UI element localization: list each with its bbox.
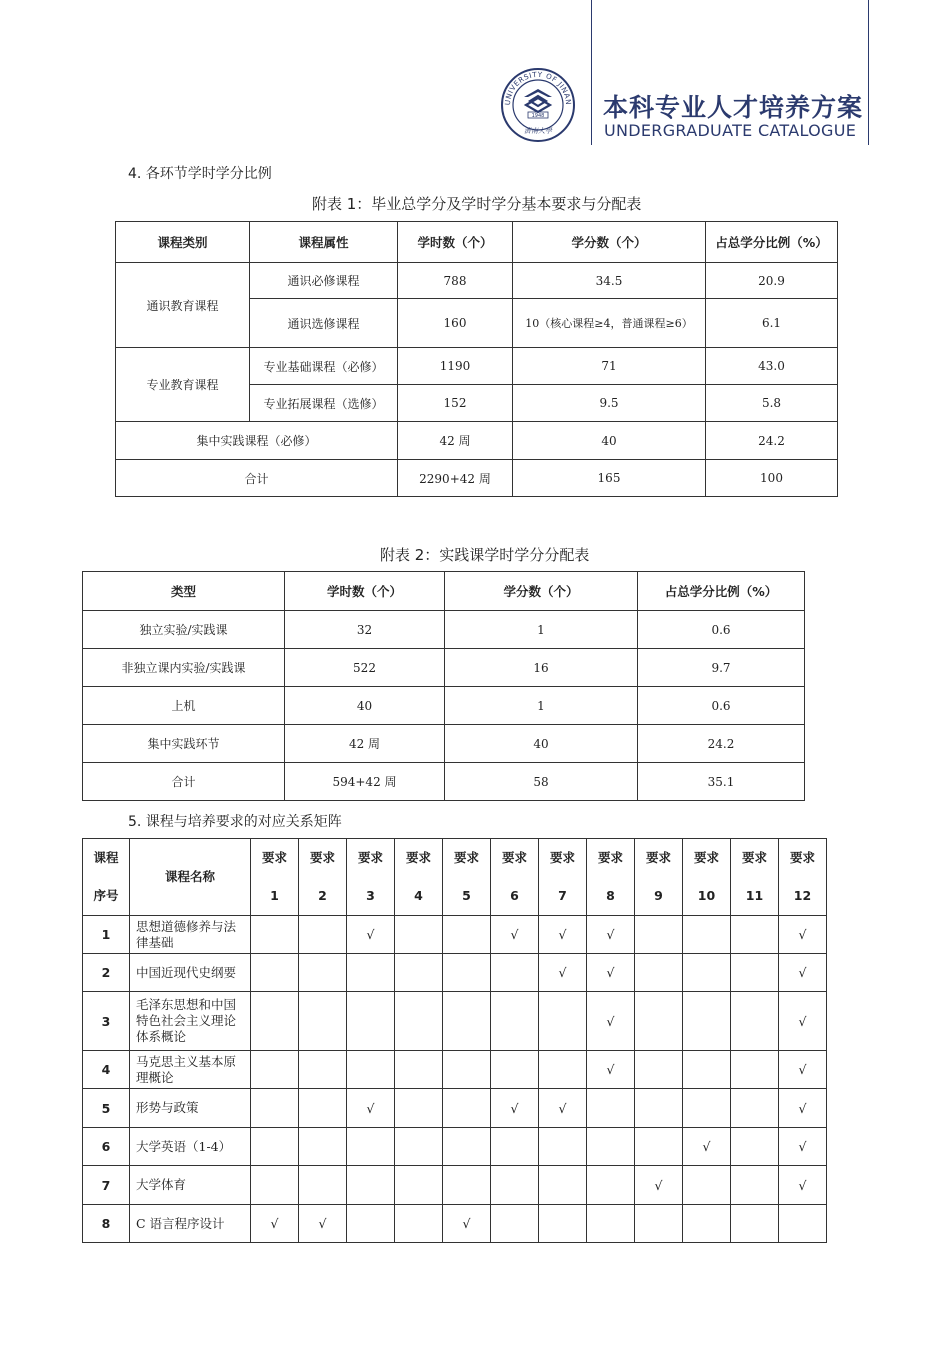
t1-hours: 1190 xyxy=(398,348,513,385)
t3-req-cell-2 xyxy=(299,916,347,954)
t1-hours: 788 xyxy=(398,263,513,299)
t3-req-cell-7: √ xyxy=(539,1089,587,1128)
t2-credits: 40 xyxy=(445,725,638,763)
t3-req-cell-6 xyxy=(491,992,539,1051)
t3-row xyxy=(83,954,827,992)
t3-req-cell-7 xyxy=(539,1166,587,1205)
t3-req-cell-12: √ xyxy=(779,954,827,992)
t2-row xyxy=(83,725,805,763)
t3-row xyxy=(83,1089,827,1128)
t3-req-cell-3 xyxy=(347,1205,395,1243)
t3-req-cell-3: √ xyxy=(347,916,395,954)
t3-seq: 6 xyxy=(83,1128,130,1166)
catalogue-title-cn: 本科专业人才培养方案 xyxy=(603,93,864,122)
t2-hours: 594+42 周 xyxy=(285,763,445,801)
t3-req-cell-10 xyxy=(683,1051,731,1089)
t3-req-cell-9 xyxy=(635,1051,683,1089)
t3-req-cell-7 xyxy=(539,1205,587,1243)
t3-req-cell-6 xyxy=(491,1051,539,1089)
t3-header-req-8: 要求 8 xyxy=(587,839,635,916)
t3-req-cell-8: √ xyxy=(587,1051,635,1089)
t1-attr: 通识必修课程 xyxy=(250,263,398,299)
t3-header-req-3: 要求 3 xyxy=(347,839,395,916)
t2-type: 上机 xyxy=(83,687,285,725)
t3-header-req-9: 要求 9 xyxy=(635,839,683,916)
t1-header-ratio: 占总学分比例（%） xyxy=(706,222,838,263)
t3-req-cell-4 xyxy=(395,954,443,992)
t1-practice-label: 集中实践课程（必修） xyxy=(116,422,398,460)
t3-req-cell-10 xyxy=(683,1205,731,1243)
t1-header-category: 课程类别 xyxy=(116,222,250,263)
t1-practice-ratio: 24.2 xyxy=(706,422,838,460)
t3-course-name: C 语言程序设计 xyxy=(130,1205,251,1243)
t3-req-cell-4 xyxy=(395,916,443,954)
t2-ratio: 35.1 xyxy=(638,763,805,801)
t1-category-major: 专业教育课程 xyxy=(116,348,250,422)
t3-req-cell-2 xyxy=(299,1051,347,1089)
header-divider-right xyxy=(868,0,869,145)
t2-body xyxy=(83,611,805,801)
t3-req-cell-3 xyxy=(347,1128,395,1166)
t3-req-cell-9 xyxy=(635,1089,683,1128)
t3-header-req-1: 要求 1 xyxy=(251,839,299,916)
t3-req-cell-11 xyxy=(731,954,779,992)
t3-req-cell-5 xyxy=(443,1051,491,1089)
t2-hours: 42 周 xyxy=(285,725,445,763)
t1-hours: 152 xyxy=(398,385,513,422)
t2-ratio: 0.6 xyxy=(638,611,805,649)
t3-req-cell-8: √ xyxy=(587,916,635,954)
t1-ratio: 20.9 xyxy=(706,263,838,299)
t3-req-cell-8: √ xyxy=(587,992,635,1051)
t3-req-cell-5 xyxy=(443,1128,491,1166)
t1-attr: 专业拓展课程（选修） xyxy=(250,385,398,422)
t3-req-cell-7: √ xyxy=(539,916,587,954)
t3-header-req-2: 要求 2 xyxy=(299,839,347,916)
t3-req-cell-10 xyxy=(683,1166,731,1205)
t3-req-cell-6 xyxy=(491,1128,539,1166)
t3-req-cell-8 xyxy=(587,1128,635,1166)
t3-req-cell-8 xyxy=(587,1089,635,1128)
t3-req-cell-2: √ xyxy=(299,1205,347,1243)
t2-row xyxy=(83,763,805,801)
catalogue-title-en: UNDERGRADUATE CATALOGUE xyxy=(604,121,857,140)
t2-ratio: 0.6 xyxy=(638,687,805,725)
t3-req-cell-6 xyxy=(491,1166,539,1205)
t2-hours: 32 xyxy=(285,611,445,649)
t3-req-cell-1 xyxy=(251,916,299,954)
t3-header-req-5: 要求 5 xyxy=(443,839,491,916)
t3-req-cell-2 xyxy=(299,1166,347,1205)
t1-header-attr: 课程属性 xyxy=(250,222,398,263)
t3-req-cell-12: √ xyxy=(779,1051,827,1089)
t3-req-cell-4 xyxy=(395,992,443,1051)
svg-text:UNIVERSITY OF JINAN: UNIVERSITY OF JINAN xyxy=(502,69,574,106)
t1-total-credits: 165 xyxy=(513,460,706,497)
t3-req-cell-1 xyxy=(251,1166,299,1205)
t3-req-cell-4 xyxy=(395,1089,443,1128)
t3-req-cell-1 xyxy=(251,992,299,1051)
t3-seq: 2 xyxy=(83,954,130,992)
t3-course-name: 马克思主义基本原理概论 xyxy=(130,1051,251,1089)
t3-course-name: 毛泽东思想和中国特色社会主义理论体系概论 xyxy=(130,992,251,1051)
t3-req-cell-3 xyxy=(347,1051,395,1089)
svg-text:濟南大學: 濟南大學 xyxy=(524,127,552,135)
t3-row xyxy=(83,1128,827,1166)
t3-course-name: 大学英语（1-4） xyxy=(130,1128,251,1166)
t3-req-cell-12: √ xyxy=(779,992,827,1051)
t2-type: 非独立课内实验/实践课 xyxy=(83,649,285,687)
t3-req-cell-11 xyxy=(731,916,779,954)
t3-row xyxy=(83,1051,827,1089)
t1-header-hours: 学时数（个） xyxy=(398,222,513,263)
t1-ratio: 43.0 xyxy=(706,348,838,385)
t3-req-cell-1: √ xyxy=(251,1205,299,1243)
t3-req-cell-12: √ xyxy=(779,1166,827,1205)
t3-req-cell-3 xyxy=(347,954,395,992)
t3-req-cell-3 xyxy=(347,992,395,1051)
t3-header-req-6: 要求 6 xyxy=(491,839,539,916)
t3-seq: 3 xyxy=(83,992,130,1051)
t3-req-cell-2 xyxy=(299,1128,347,1166)
t1-credits: 9.5 xyxy=(513,385,706,422)
t3-req-cell-6 xyxy=(491,1205,539,1243)
t3-seq: 1 xyxy=(83,916,130,954)
t3-req-cell-10 xyxy=(683,954,731,992)
t1-category-general: 通识教育课程 xyxy=(116,263,250,348)
t3-seq: 8 xyxy=(83,1205,130,1243)
t3-req-cell-8 xyxy=(587,1205,635,1243)
t3-req-cell-10 xyxy=(683,1089,731,1128)
t2-hours: 40 xyxy=(285,687,445,725)
t1-credits: 71 xyxy=(513,348,706,385)
t2-credits: 1 xyxy=(445,687,638,725)
t2-header-ratio: 占总学分比例（%） xyxy=(638,572,805,611)
svg-text:1948: 1948 xyxy=(531,113,545,119)
t3-req-cell-6: √ xyxy=(491,1089,539,1128)
t3-header-req-11: 要求 11 xyxy=(731,839,779,916)
t3-req-cell-7 xyxy=(539,1128,587,1166)
t3-req-cell-12: √ xyxy=(779,916,827,954)
t1-practice-credits: 40 xyxy=(513,422,706,460)
table2-caption: 附表 2：实践课学时学分分配表 xyxy=(380,546,590,564)
t3-req-cell-4 xyxy=(395,1166,443,1205)
t3-req-cell-9 xyxy=(635,1205,683,1243)
t2-ratio: 9.7 xyxy=(638,649,805,687)
t3-header-seq: 课程 序号 xyxy=(83,839,130,916)
t2-row xyxy=(83,649,805,687)
t3-req-cell-6 xyxy=(491,954,539,992)
t3-seq: 4 xyxy=(83,1051,130,1089)
t1-ratio: 5.8 xyxy=(706,385,838,422)
t3-req-cell-2 xyxy=(299,954,347,992)
t3-req-cell-12: √ xyxy=(779,1128,827,1166)
t1-practice-hours: 42 周 xyxy=(398,422,513,460)
t2-row xyxy=(83,687,805,725)
t2-header-credits: 学分数（个） xyxy=(445,572,638,611)
t2-header-type: 类型 xyxy=(83,572,285,611)
t1-credits: 10（核心课程≥4，普通课程≥6） xyxy=(513,299,706,348)
t3-req-cell-9 xyxy=(635,992,683,1051)
t3-req-cell-2 xyxy=(299,1089,347,1128)
t2-type: 独立实验/实践课 xyxy=(83,611,285,649)
t2-credits: 16 xyxy=(445,649,638,687)
t3-req-cell-10: √ xyxy=(683,1128,731,1166)
t3-req-cell-7 xyxy=(539,1051,587,1089)
section5-heading: 5. 课程与培养要求的对应关系矩阵 xyxy=(128,814,342,830)
t3-course-name: 大学体育 xyxy=(130,1166,251,1205)
t3-row xyxy=(83,916,827,954)
t2-type: 集中实践环节 xyxy=(83,725,285,763)
t3-course-name: 形势与政策 xyxy=(130,1089,251,1128)
t3-req-cell-12 xyxy=(779,1205,827,1243)
t3-header-req-10: 要求 10 xyxy=(683,839,731,916)
t2-credits: 58 xyxy=(445,763,638,801)
header-divider-left xyxy=(591,0,592,145)
t3-req-cell-9 xyxy=(635,916,683,954)
t3-req-cell-2 xyxy=(299,992,347,1051)
t3-req-cell-9: √ xyxy=(635,1166,683,1205)
t3-seq: 5 xyxy=(83,1089,130,1128)
t3-req-cell-1 xyxy=(251,1051,299,1089)
t1-credits: 34.5 xyxy=(513,263,706,299)
t3-req-cell-10 xyxy=(683,992,731,1051)
t3-req-cell-11 xyxy=(731,1166,779,1205)
t3-req-cell-11 xyxy=(731,1089,779,1128)
t3-header-req-12: 要求 12 xyxy=(779,839,827,916)
t3-req-cell-7: √ xyxy=(539,954,587,992)
t1-attr: 通识选修课程 xyxy=(250,299,398,348)
t3-req-cell-5 xyxy=(443,1089,491,1128)
t3-req-cell-11 xyxy=(731,1051,779,1089)
t1-total-ratio: 100 xyxy=(706,460,838,497)
t3-header-req-7: 要求 7 xyxy=(539,839,587,916)
t3-req-cell-8 xyxy=(587,1166,635,1205)
t1-attr: 专业基础课程（必修） xyxy=(250,348,398,385)
t3-req-cell-6: √ xyxy=(491,916,539,954)
t2-row xyxy=(83,611,805,649)
t3-req-cell-5 xyxy=(443,1166,491,1205)
t3-row xyxy=(83,1166,827,1205)
t3-req-cell-11 xyxy=(731,1205,779,1243)
t3-req-cell-12: √ xyxy=(779,1089,827,1128)
t3-head xyxy=(83,839,827,916)
t3-req-cell-8: √ xyxy=(587,954,635,992)
table3-requirement-matrix xyxy=(82,838,827,1243)
t3-req-cell-9 xyxy=(635,1128,683,1166)
t3-req-cell-4 xyxy=(395,1128,443,1166)
t3-req-cell-11 xyxy=(731,1128,779,1166)
t3-row xyxy=(83,992,827,1051)
t3-req-cell-4 xyxy=(395,1051,443,1089)
t3-req-cell-3 xyxy=(347,1166,395,1205)
t1-ratio: 6.1 xyxy=(706,299,838,348)
t3-req-cell-4 xyxy=(395,1205,443,1243)
t3-req-cell-1 xyxy=(251,1128,299,1166)
t2-credits: 1 xyxy=(445,611,638,649)
t3-req-cell-1 xyxy=(251,954,299,992)
t3-req-cell-3: √ xyxy=(347,1089,395,1128)
t1-total-label: 合计 xyxy=(116,460,398,497)
t3-seq: 7 xyxy=(83,1166,130,1205)
t3-req-cell-5 xyxy=(443,954,491,992)
t2-header-hours: 学时数（个） xyxy=(285,572,445,611)
t1-header-credits: 学分数（个） xyxy=(513,222,706,263)
t1-hours: 160 xyxy=(398,299,513,348)
t1-total-hours: 2290+42 周 xyxy=(398,460,513,497)
t3-req-cell-1 xyxy=(251,1089,299,1128)
table2-practice-distribution xyxy=(82,571,805,801)
t3-req-cell-11 xyxy=(731,992,779,1051)
t3-course-name: 中国近现代史纲要 xyxy=(130,954,251,992)
t3-req-cell-5: √ xyxy=(443,1205,491,1243)
table1-credit-distribution xyxy=(115,221,838,497)
t2-ratio: 24.2 xyxy=(638,725,805,763)
table1-caption: 附表 1：毕业总学分及学时学分基本要求与分配表 xyxy=(312,195,642,213)
t2-type: 合计 xyxy=(83,763,285,801)
t3-course-name: 思想道德修养与法律基础 xyxy=(130,916,251,954)
t3-header-name: 课程名称 xyxy=(130,839,251,916)
t3-req-cell-10 xyxy=(683,916,731,954)
university-seal-logo xyxy=(500,67,576,143)
t3-req-cell-5 xyxy=(443,916,491,954)
t3-body xyxy=(83,916,827,1243)
t3-row xyxy=(83,1205,827,1243)
t2-hours: 522 xyxy=(285,649,445,687)
t3-req-cell-9 xyxy=(635,954,683,992)
t3-header-req-4: 要求 4 xyxy=(395,839,443,916)
section4-heading: 4. 各环节学时学分比例 xyxy=(128,166,272,182)
t3-req-cell-5 xyxy=(443,992,491,1051)
t3-req-cell-7 xyxy=(539,992,587,1051)
